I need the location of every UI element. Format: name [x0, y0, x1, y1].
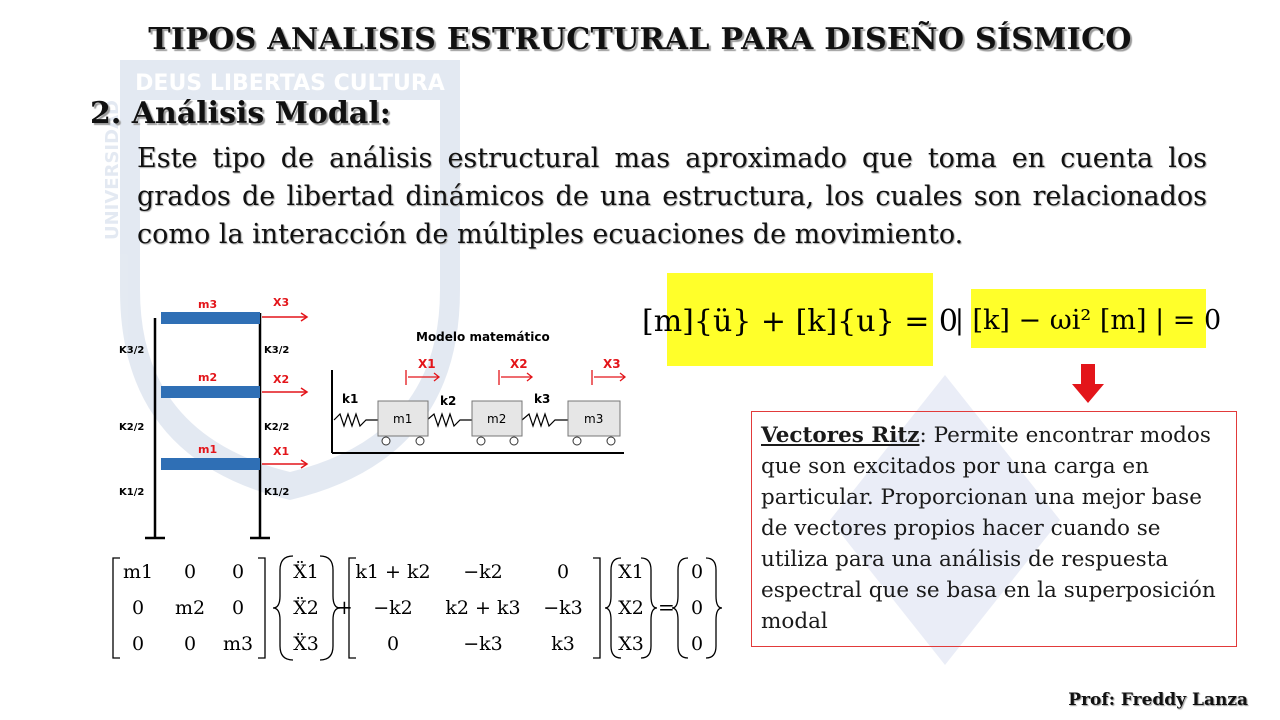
- section-heading: 2. Análisis Modal:: [90, 96, 391, 131]
- ritz-label: Vectores Ritz: [761, 423, 920, 448]
- stiffness-matrix-cell: 0: [556, 561, 570, 583]
- rhs-vector-cell: 0: [690, 597, 704, 619]
- eigen-equation-text: | [k] − ωi² [m] | = 0: [954, 305, 1222, 336]
- spring-right-3: K3/2: [264, 345, 290, 356]
- model-spring-3: k3: [534, 392, 551, 406]
- mass-matrix-cell: m3: [222, 633, 254, 655]
- stiffness-matrix-cell: −k3: [543, 597, 583, 619]
- model-disp-2: X2: [510, 357, 528, 371]
- model-spring-2: k2: [440, 394, 457, 408]
- disp-label-3: X3: [273, 296, 290, 309]
- spring-left-1: K1/2: [119, 487, 145, 498]
- section-body: Este tipo de análisis estructural mas aproximado que toma en cuenta los grados de libertad dinámicos de una estructura, los cuales son relacionados como la interacción de múltiples ecuaciones de movimiento.: [137, 143, 1207, 250]
- accel-vector-cell: Ẍ3: [293, 633, 319, 655]
- slide-title: TIPOS ANALISIS ESTRUCTURAL PARA DISEÑO SÍSMICO: [148, 22, 1132, 57]
- spring-left-2: K2/2: [119, 422, 145, 433]
- mass-matrix-cell: m2: [174, 597, 206, 619]
- disp-vector-cell: X2: [618, 597, 644, 619]
- block-label-2: m2: [487, 412, 507, 426]
- model-spring-1: k1: [342, 392, 359, 406]
- ritz-vectors-box: [751, 411, 1237, 647]
- spring-left-3: K3/2: [119, 345, 145, 356]
- math-model-title: Modelo matemático: [416, 330, 550, 344]
- mass-matrix-cell: m1: [122, 561, 154, 583]
- block-label-1: m1: [393, 412, 413, 426]
- accel-vector-cell: Ẍ2: [293, 597, 319, 619]
- watermark-motto: DEUS LIBERTAS CULTURA: [135, 71, 445, 96]
- accel-vector-cell: Ẍ1: [293, 561, 319, 583]
- stiffness-matrix-cell: −k2: [373, 597, 413, 619]
- math-model-diagram: [324, 325, 629, 465]
- stiffness-matrix-cell: k2 + k3: [445, 597, 521, 619]
- motion-equation: [642, 273, 958, 366]
- disp-label-1: X1: [273, 445, 290, 458]
- floor-beam-1: [161, 458, 260, 470]
- mass-matrix-cell: 0: [183, 633, 197, 655]
- disp-vector-cell: X3: [618, 633, 644, 655]
- stiffness-matrix-cell: k3: [551, 633, 575, 655]
- motion-equation-text: [m]{ü} + [k]{u} = 0: [642, 304, 958, 339]
- matrix-equation: [108, 548, 728, 668]
- frame-diagram: [95, 288, 320, 543]
- eigen-equation: [954, 289, 1222, 348]
- floor-beam-3: [161, 312, 260, 324]
- down-arrow-icon: [1070, 364, 1106, 404]
- rhs-vector-cell: 0: [690, 561, 704, 583]
- mass-matrix-cell: 0: [231, 597, 245, 619]
- model-disp-1: X1: [418, 357, 436, 371]
- watermark-side-text: UNIVERSIDAD: [102, 100, 123, 240]
- ritz-text: : Permite encontrar modos que son excitados por una carga en particular. Proporcionan una mejor base de vectores propios hacer cuando se utiliza para una análisis de respuesta espectral que se basa en la superposición modal: [761, 423, 1216, 634]
- mass-label-3: m3: [198, 298, 218, 311]
- stiffness-matrix-cell: 0: [386, 633, 400, 655]
- mass-matrix-cell: 0: [131, 597, 145, 619]
- stiffness-matrix-cell: −k3: [463, 633, 503, 655]
- spring-right-2: K2/2: [264, 422, 290, 433]
- disp-vector-cell: X1: [618, 561, 644, 583]
- stiffness-matrix-cell: k1 + k2: [355, 561, 431, 583]
- floor-beam-2: [161, 386, 260, 398]
- motion-equation-box: [642, 273, 958, 366]
- mass-matrix-cell: 0: [131, 633, 145, 655]
- spring-right-1: K1/2: [264, 487, 290, 498]
- svg-text:+: +: [336, 595, 353, 619]
- mass-label-2: m2: [198, 371, 218, 384]
- model-disp-3: X3: [603, 357, 621, 371]
- eigen-equation-box: [954, 289, 1222, 348]
- block-label-3: m3: [584, 412, 604, 426]
- mass-matrix-cell: 0: [183, 561, 197, 583]
- footer-author: Prof: Freddy Lanza: [1068, 690, 1248, 710]
- mass-label-1: m1: [198, 443, 218, 456]
- svg-text:=: =: [658, 595, 675, 619]
- mass-matrix-cell: 0: [231, 561, 245, 583]
- disp-label-2: X2: [273, 373, 290, 386]
- stiffness-matrix-cell: −k2: [463, 561, 503, 583]
- rhs-vector-cell: 0: [690, 633, 704, 655]
